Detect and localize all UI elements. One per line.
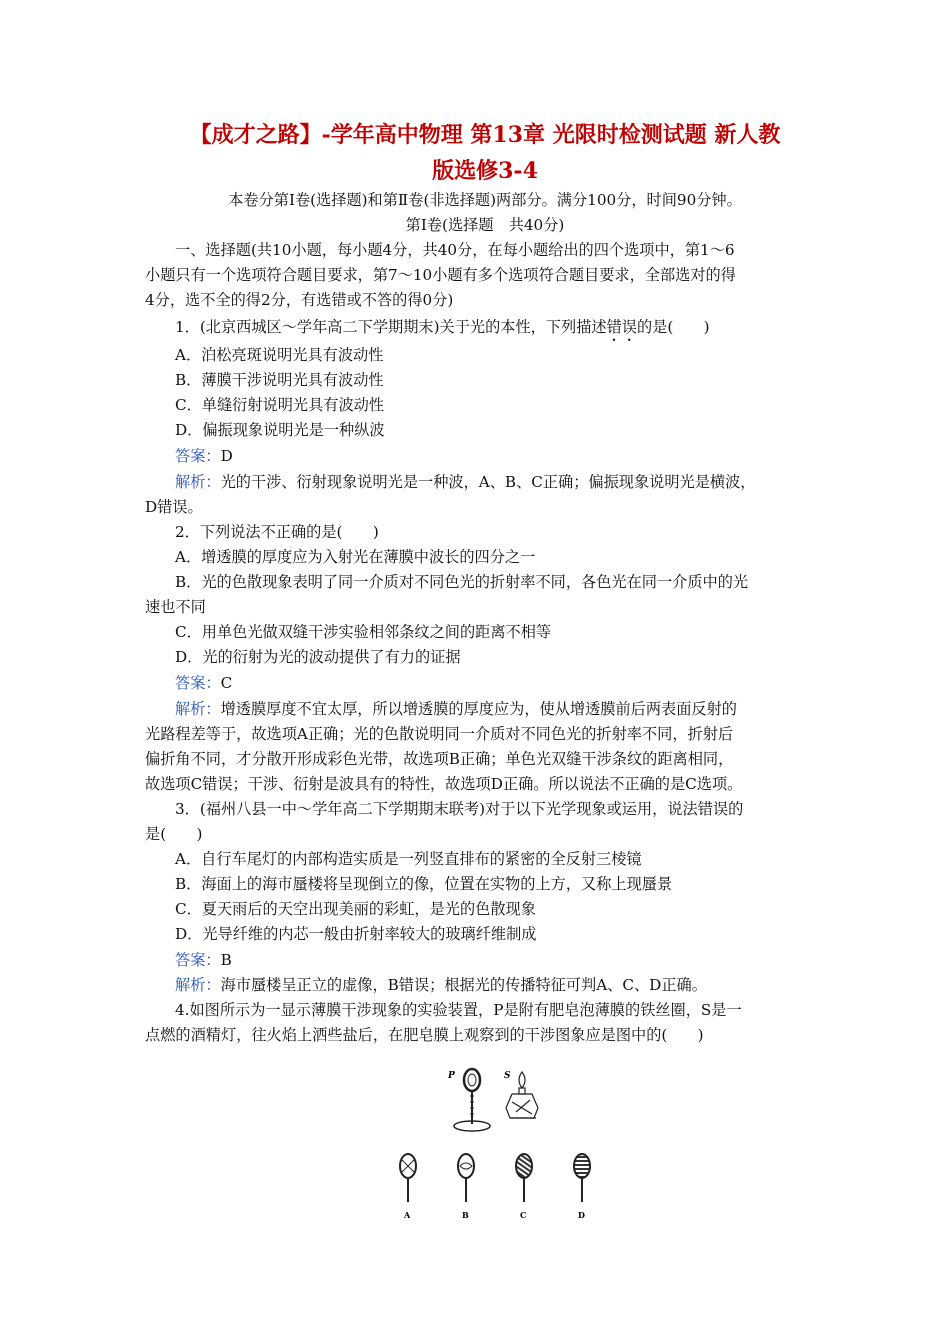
option-a-figure [400,1154,416,1202]
q1-option-b: B．薄膜干涉说明光具有波动性 [175,371,384,389]
q1-option-a: A．泊松亮斑说明光具有波动性 [175,346,384,364]
option-c-figure [516,1154,532,1202]
q1-stem: 1．(北京西城区～学年高二下学期期末)关于光的本性，下列描述错误的是( ) [175,318,710,336]
wire-ring-p [454,1069,490,1131]
option-b-figure [458,1154,474,1202]
q2-analysis-cont: 光路程差等于，故选项A正确；光的色散说明同一介质对不同色光的折射率不同，折射后 [145,725,734,743]
q1-answer: 答案：D [175,447,233,465]
q1-option-c: C．单缝衍射说明光具有波动性 [175,396,385,414]
q2-analysis: 解析：增透膜厚度不宜太厚，所以增透膜的厚度应为，使从增透膜前后两表面反射的 [175,700,737,718]
label-p: P [448,1071,455,1081]
alcohol-lamp-s [506,1072,538,1118]
q2-stem: 2．下列说法不正确的是( ) [175,523,379,541]
instructions-line: 4分，选不全的得2分，有选错或不答的得0分) [145,291,454,309]
q1-analysis-cont: D错误。 [145,498,203,516]
label-b: B [462,1210,469,1220]
q3-analysis: 解析：海市蜃楼呈正立的虚像，B错误；根据光的传播特征可判A、C、D正确。 [175,976,707,994]
q3-option-a: A．自行车尾灯的内部构造实质是一列竖直排布的紧密的全反射三棱镜 [175,850,642,868]
q4-stem-cont: 点燃的酒精灯，往火焰上洒些盐后，在肥皂膜上观察到的干涉图象应是图中的( ) [145,1026,704,1044]
label-s: S [504,1071,511,1081]
doc-title-line2: 版选修3-4 [432,158,538,184]
q1-option-d: D．偏振现象说明光是一种纵波 [175,421,385,439]
label-d: D [578,1210,585,1220]
option-d-figure [574,1154,590,1202]
q3-stem: 3．(福州八县一中～学年高二下学期期末联考)对于以下光学现象或运用，说法错误的 [175,800,744,818]
q2-answer: 答案：C [175,674,233,692]
q2-analysis-cont: 偏折角不同，才分散开形成彩色光带，故选项B正确；单色光双缝干涉条纹的距离相同， [145,750,734,768]
q4-stem: 4.如图所示为一显示薄膜干涉现象的实验装置，P是附有肥皂泡薄膜的铁丝圈，S是一 [175,1001,742,1019]
intro-text: 本卷分第Ⅰ卷(选择题)和第Ⅱ卷(非选择题)两部分。满分100分，时间90分钟。 [228,191,742,209]
q2-option-a: A．增透膜的厚度应为入射光在薄膜中波长的四分之一 [175,548,536,566]
section-heading: 第Ⅰ卷(选择题 共40分) [405,216,565,234]
instructions-line: 一、选择题(共10小题，每小题4分，共40分，在每小题给出的四个选项中，第1～6 [175,241,735,259]
q3-option-c: C．夏天雨后的天空出现美丽的彩虹，是光的色散现象 [175,900,536,918]
label-a: A [404,1210,411,1220]
label-c: C [520,1210,527,1220]
instructions-line: 小题只有一个选项符合题目要求，第7～10小题有多个选项符合题目要求，全部选对的得 [145,266,736,284]
doc-title-line1: 【成才之路】-学年高中物理 第13章 光限时检测试题 新人教 [189,122,781,148]
q2-option-b: B．光的色散现象表明了同一介质对不同色光的折射率不同，各色光在同一介质中的光 [175,573,749,591]
q3-stem-cont: 是( ) [145,825,203,843]
q3-answer: 答案：B [175,951,232,969]
q3-option-b: B．海面上的海市蜃楼将呈现倒立的像，位置在实物的上方，又称上现蜃景 [175,875,673,893]
q2-option-d: D．光的衍射为光的波动提供了有力的证据 [175,648,461,666]
q2-option-c: C．用单色光做双缝干涉实验相邻条纹之间的距离不相等 [175,623,552,641]
q1-analysis: 解析：光的干涉、衍射现象说明光是一种波，A、B、C正确；偏振现象说明光是横波， [175,473,756,491]
q3-option-d: D．光导纤维的内芯一般由折射率较大的玻璃纤维制成 [175,925,537,943]
interference-apparatus-figure [380,1060,600,1220]
q2-option-b-cont: 速也不同 [145,598,206,616]
q2-analysis-cont: 故选项C错误；干涉、衍射是波具有的特性，故选项D正确。所以说法不正确的是C选项。 [145,775,743,793]
